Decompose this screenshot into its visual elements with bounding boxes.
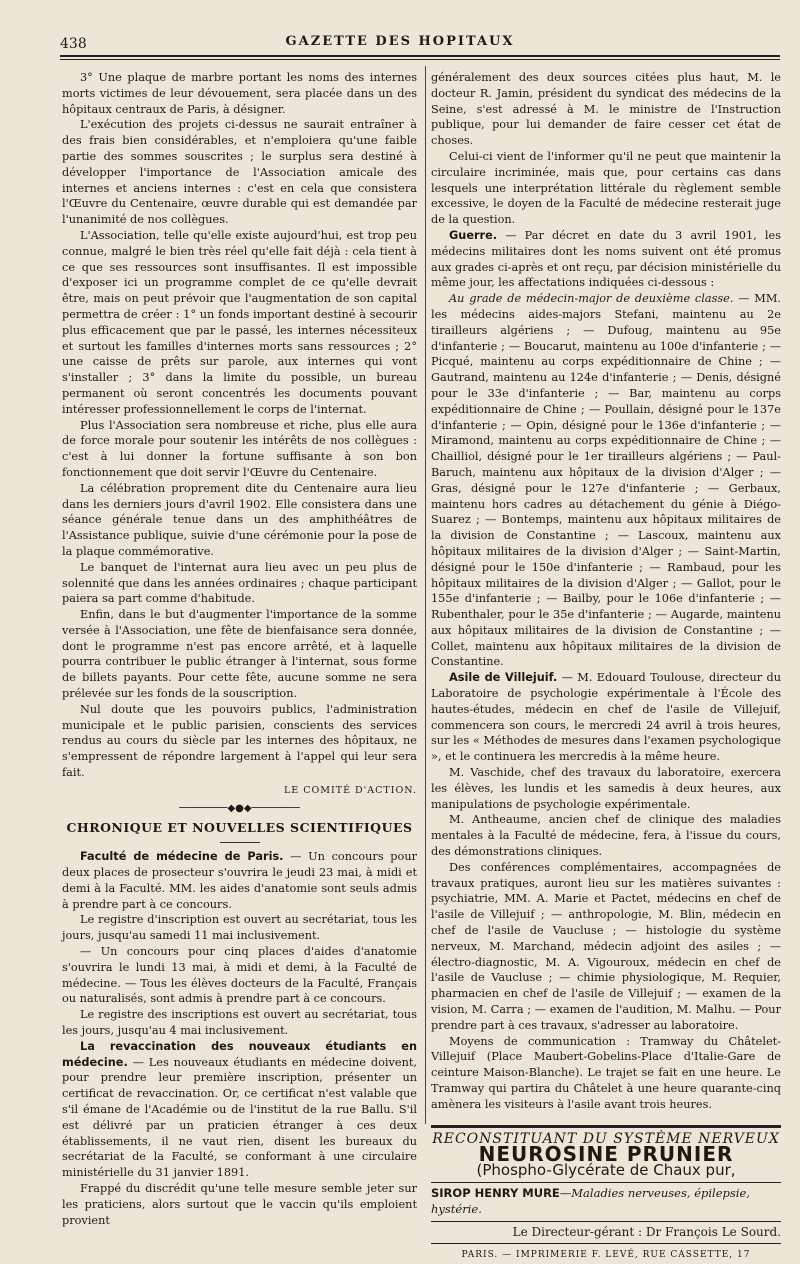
column-separator [425, 66, 426, 1124]
paragraph: M. Vaschide, chef des travaux du laboratoire, exercera les élèves, les lundis et les samedis à deux heures, aux manipulations de psychologie expérimentale. [431, 766, 781, 811]
paragraph: Des conférences complémentaires, accompagnées de travaux pratiques, auront lieu sur les matières suivantes : psychiatrie, MM. A. Marie et Pactet, médecins en chef de l'asile de Villejuif ; — anthropologie, M. Blin, médecin en chef de l'asile de Vaucluse ; — histologie du système nerveux, M. Marchand, médecin adjoint des asiles ; — électro-diagnostic, M. A. Vigouroux, médecin en chef de l'asile de Vaucluse ; — chimie physiologique, M. Requier, pharmacien en chef de l'asile de Villejuif ; — examen de la vision, M. Carra ; — examen de l'audition, M. Malhu. — Pour prendre part à ces travaux, s'adresser au laboratoire. [431, 860, 781, 1032]
left-column [62, 70, 417, 1228]
paragraph: Plus l'Association sera nombreuse et riche, plus elle aura de force morale pour soutenir les intérêts de nos collègues : c'est à lui donner la fortune suffisante à son bon fonctionnement que doit servir l'Œuvre du Centenaire. [62, 418, 417, 479]
header-rule-thin [60, 59, 780, 60]
section-title: CHRONIQUE ET NOUVELLES SCIENTIFIQUES [66, 820, 413, 836]
paragraph: Celui-ci vient de l'informer qu'il ne peut que maintenir la circulaire incriminée, mais que, pour certains cas dans lesquels une interprétation littérale du règlement semble excessive, le doyen de la Faculté de médecine resterait juge de la question. [431, 149, 781, 227]
news-item [431, 228, 781, 291]
paragraph: 3° Une plaque de marbre portant les noms des internes morts victimes de leur dévouement, sera placée dans un des hôpitaux centraux de Paris, à désigner. [62, 71, 417, 116]
ad-rule [431, 1221, 781, 1222]
signature: LE COMITÉ D'ACTION. [283, 784, 417, 796]
printer-line: PARIS. — IMPRIMERIE F. LEVÉ, RUE CASSETTE, 17 [461, 1250, 751, 1261]
news-text: — Les nouveaux étudiants en médecine doivent, pour prendre leur première inscription, présenter un certificat de revaccination. Or, ce certificat n'est valable que s'il émane de l'Académie ou de l'institut de la rue Ballu. S'il est délivré par un praticien étranger à ces deux établissements, il ne vaut rien, disent les bureaux du secrétariat de la Faculté, se conformant à une circulaire ministérielle du 31 janvier 1891. [62, 1055, 417, 1180]
paragraph: M. Antheaume, ancien chef de clinique des maladies mentales à la Faculté de médecine, fera, à l'issue du cours, des démonstrations cliniques. [431, 813, 781, 859]
paragraph: Le registre des inscriptions est ouvert au secrétariat, tous les jours, jusqu'au 4 mai inclusivement. [62, 1008, 417, 1038]
paragraph: — Un concours pour cinq places d'aides d'anatomie s'ouvrira le lundi 13 mai, à midi et demi, à la Faculté de médecine. — Tous les élèves docteurs de la Faculté, Français ou naturalisés, sont admis à prendre part à ce concours. [62, 945, 417, 1006]
news-item [62, 849, 417, 912]
paragraph: La célébration proprement dite du Centenaire aura lieu dans les derniers jours d'avril 1902. Elle consistera dans une séance générale tenue dans un des amphithéâtres de l'Assistance publique, suivie d'une cérémonie pour la pose de la plaque commémorative. [62, 481, 417, 558]
news-lead: La revaccination des nouveaux étudiants en médecine. [62, 1039, 417, 1069]
ad-rule [431, 1125, 781, 1128]
news-text: — Par décret en date du 3 avril 1901, les médecins militaires dont les noms suivent ont été promus aux grades ci-après et ont reçu, par décision ministérielle du même jour, les affectations indiquées ci-dessous : [431, 228, 781, 290]
short-rule [220, 842, 260, 843]
news-item [431, 291, 781, 670]
ad-sirop [431, 1186, 781, 1218]
ornament-divider: ────────◆●◆──────── [179, 802, 300, 814]
sirop-brand: SIROP HENRY MURE [431, 1185, 560, 1200]
paragraph: Le banquet de l'internat aura lieu avec un peu plus de solennité que dans les années ordinaires ; chaque participant paiera sa part comme d'habitude. [62, 560, 417, 606]
ad-subtitle: (Phospho-Glycérate de Chaux pur, [476, 1161, 736, 1180]
news-lead: Faculté de médecine de Paris. [80, 850, 284, 864]
news-lead: Asile de Villejuif. [449, 671, 558, 685]
page-number: 438 [60, 36, 87, 52]
paragraph: L'exécution des projets ci-dessus ne saurait entraîner à des frais bien considérables, et n'emploiera qu'une faible partie des sommes souscrites ; le surplus sera destiné à développer l'importance de l'Association amicale des internes et anciens internes : c'est en cela que consistera l'Œuvre du Centenaire, œuvre durable qui est demandée par l'unanimité de nos collègues. [62, 118, 417, 227]
advertisement [431, 1125, 781, 1264]
paragraph: Enfin, dans le but d'augmenter l'importance de la somme versée à l'Association, une fête de bienfaisance sera donnée, dont le programme n'est pas encore arrêté, et à laquelle pourra contribuer le public étranger à l'internat, sous forme de billets payants. Pour cette fête, aucune somme ne sera prélevée sur les fonds de la souscription. [62, 608, 417, 701]
paragraph: généralement des deux sources citées plus haut, M. le docteur R. Jamin, président du syndicat des médecins de la Seine, s'est adressé à M. le ministre de l'Instruction publique, pour lui demander de faire cesser cet état de choses. [431, 71, 781, 148]
news-item [62, 1039, 417, 1181]
ad-headline: RECONSTITUANT DU SYSTÈME NERVEUX [432, 1130, 780, 1147]
paragraph: Le registre d'inscription est ouvert au secrétariat, tous les jours, jusqu'au samedi 11 mai inclusivement. [62, 913, 417, 943]
grade-heading: Au grade de médecin-major de deuxième classe. [449, 292, 734, 306]
right-column [431, 70, 781, 1264]
ad-product: NEUROSINE PRUNIER [478, 1142, 734, 1167]
paragraph: Nul doute que les pouvoirs publics, l'administration municipale et le public parisien, conscients des services rendus au cours du siècle par les internes des hôpitaux, ne s'empressent de répondre largement à l'appel qui leur sera fait. [62, 702, 417, 780]
news-item [431, 670, 781, 765]
footer-rule [431, 1243, 781, 1244]
news-lead: Guerre. [449, 228, 498, 242]
paragraph: L'Association, telle qu'elle existe aujourd'hui, est trop peu connue, malgré le bien très réel qu'elle fait déjà : cela tient à ce que ses ressources sont insuffisantes. Il est impossible d'exposer ici un programme complet de ce qu'elle devrait être, mais on peut prévoir que l'augmentation de son capital permettra de créer : 1° un fonds important destiné à secourir plus efficacement que par le passé, les internes nécessiteux et surtout les familles d'internes morts sans ressources ; 2° une caisse de prêts sur parole, aux internes qui vont s'installer ; 3° dans la limite du possible, un bureau permanent où seront concentrés les documents pouvant intéresser professionnellement le corps de l'internat. [62, 228, 417, 416]
sirop-text: —Maladies nerveuses, épilepsie, hystérie. [431, 1185, 750, 1216]
paragraph: Frappé du discrédit qu'une telle mesure semble jeter sur les praticiens, alors surtout que le vaccin qu'ils emploient provient [62, 1181, 417, 1227]
running-title: GAZETTE DES HOPITAUX [285, 34, 515, 49]
ad-rule [431, 1182, 781, 1183]
paragraph: Moyens de communication : Tramway du Châtelet-Villejuif (Place Maubert-Gobelins-Place d'Italie-Gare de ceinture Maison-Blanche). Le trajet se fait en une heure. Le Tramway qui partira du Châtelet à une heure quarante-cinq amènera les visiteurs à l'asile avant trois heures. [431, 1034, 781, 1111]
news-text: — M. Edouard Toulouse, directeur du Laboratoire de psychologie expérimentale à l'École des hautes-études, médecin en chef de l'asile de Villejuif, commencera son cours, le mercredi 24 avril à trois heures, sur les « Méthodes de mesures dans l'examen psychologique », et le continuera les mercredis à la même heure. [431, 671, 782, 764]
news-text: — Un concours pour deux places de prosecteur s'ouvrira le jeudi 23 mai, à midi et demi à la Faculté. MM. les aides d'anatomie sont seuls admis à prendre part à ce concours. [62, 850, 418, 911]
director-line: Le Directeur-gérant : Dr François Le Sourd. [512, 1224, 781, 1239]
news-text: — MM. les médecins aides-majors Stefani, maintenu au 2e tirailleurs algériens ; — Dufoug, maintenu au 95e d'infanterie ; — Boucarut, maintenu au 100e d'infanterie ; — Picqué, maintenu au corps expéditionnaire de Chine ; — Gautrand, maintenu au 124e d'infanterie ; — Denis, désigné pour le 33e d'infanterie ; — Bar, maintenu au corps expéditionnaire de Chine ; — Poullain, désigné pour le 137e d'infanterie ; — Opin, désigné pour le 136e d'infanterie ; — Miramond, maintenu au corps expéditionnaire de Chine ; — Chailliol, désigné pour le 1er tirailleurs algériens ; — Paul-Baruch, maintenu aux hôpitaux de la division d'Alger ; — Gras, désigné pour le 127e d'infanterie ; — Gerbaux, maintenu hors cadres au détachement du génie à Diégo-Suarez ; — Bontemps, maintenu aux hôpitaux militaires de la division de Constantine ; — Lascoux, maintenu aux hôpitaux militaires de la division d'Alger ; — Saint-Martin, désigné pour le 150e d'infanterie ; — Rambaud, pour les hôpitaux militaires de la division d'Alger ; — Gallot, pour le 155e d'infanterie ; — Bailby, pour le 106e d'infanterie ; — Rubenthaler, pour le 35e d'infanterie ; — Augarde, maintenu aux hôpitaux militaires de la division de Constantine ; — Collet, maintenu aux hôpitaux militaires de la division de Constantine. [431, 292, 781, 669]
header-rule [60, 55, 780, 57]
